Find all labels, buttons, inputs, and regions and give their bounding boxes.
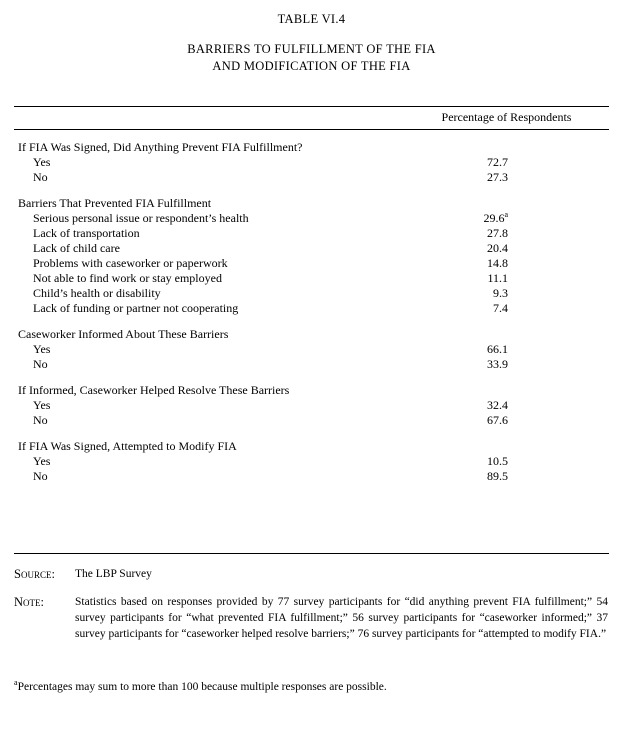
row-label: No (33, 413, 48, 427)
table-section (0, 140, 623, 185)
row-label: Yes (33, 454, 51, 468)
row-value (420, 226, 508, 241)
row-value-number: 67.6 (487, 413, 508, 427)
table-row (0, 342, 623, 357)
row-value-number: 14.8 (487, 256, 508, 270)
row-label: Problems with caseworker or paperwork (33, 256, 228, 270)
table-row (0, 286, 623, 301)
table-row (0, 357, 623, 372)
row-label: Yes (33, 398, 51, 412)
row-value (420, 469, 508, 484)
row-value (420, 211, 508, 226)
note-label: Note: (14, 595, 44, 609)
row-value (420, 155, 508, 170)
section-heading-row (0, 140, 623, 155)
table-row (0, 271, 623, 286)
row-value-number: 29.6 (483, 211, 505, 225)
row-label: Not able to find work or stay employed (33, 271, 222, 285)
row-value (420, 170, 508, 185)
rule-header (14, 129, 609, 130)
row-value-number: 9.3 (493, 286, 508, 300)
section-heading-row (0, 327, 623, 342)
row-value-number: 66.1 (487, 342, 508, 356)
table-row (0, 398, 623, 413)
section-heading: If FIA Was Signed, Attempted to Modify FIA (18, 439, 237, 453)
note-text: Statistics based on responses provided by 77 survey participants for “did anything prevent FIA fulfillment;” 54 survey participants for “what prevented FIA fulfillment;” 56 survey participants for “caseworker informed;” 37 survey participants for “caseworker helped resolve barriers;” 76 survey participants for “attempted to modify FIA.” (75, 596, 608, 640)
row-value-number: 32.4 (487, 398, 508, 412)
row-value-number: 7.4 (493, 301, 508, 315)
row-label: Yes (33, 155, 51, 169)
table-row (0, 241, 623, 256)
table-row (0, 170, 623, 185)
section-heading: If Informed, Caseworker Helped Resolve These Barriers (18, 383, 290, 397)
source-label: Source: (14, 567, 55, 581)
table-number: TABLE VI.4 (277, 12, 346, 26)
row-value (420, 454, 508, 469)
footnote-marker: a (14, 678, 18, 688)
table-row (0, 469, 623, 484)
row-label: Lack of funding or partner not cooperating (33, 301, 239, 315)
table-section (0, 327, 623, 372)
rule-top (14, 106, 609, 107)
row-value-number: 27.8 (487, 226, 508, 240)
table-row (0, 413, 623, 428)
row-value (420, 286, 508, 301)
row-label: Lack of child care (33, 241, 120, 255)
row-value-number: 33.9 (487, 357, 508, 371)
row-value (420, 342, 508, 357)
note-block (0, 594, 623, 642)
table-section (0, 383, 623, 428)
row-value (420, 398, 508, 413)
title-block (0, 11, 623, 75)
section-heading-row (0, 439, 623, 454)
row-label: Lack of transportation (33, 226, 140, 240)
row-value-footnote-marker: a (504, 210, 508, 219)
footnote-text: Percentages may sum to more than 100 because multiple responses are possible. (17, 681, 387, 693)
rule-bottom (14, 553, 609, 554)
table-row (0, 256, 623, 271)
row-value-number: 27.3 (487, 170, 508, 184)
title-line-1: BARRIERS TO FULFILLMENT OF THE FIA (187, 42, 436, 56)
source-text: The LBP Survey (75, 568, 152, 580)
row-value-number: 72.7 (487, 155, 508, 169)
row-label: No (33, 469, 48, 483)
row-value-number: 20.4 (487, 241, 508, 255)
table-row (0, 226, 623, 241)
column-header-percentage: Percentage of Respondents (441, 110, 572, 124)
table-row (0, 301, 623, 316)
page-title (0, 41, 623, 75)
title-line-2: AND MODIFICATION OF THE FIA (212, 59, 411, 73)
row-label: Serious personal issue or respondent’s health (33, 211, 249, 225)
row-value-number: 89.5 (487, 469, 508, 483)
row-value (420, 357, 508, 372)
row-label: No (33, 170, 48, 184)
row-value-number: 11.1 (487, 271, 508, 285)
section-heading-row (0, 196, 623, 211)
row-value (420, 413, 508, 428)
row-value (420, 301, 508, 316)
table-row (0, 155, 623, 170)
section-heading: Caseworker Informed About These Barriers (18, 327, 229, 341)
footnote-a (14, 680, 609, 695)
table-row (0, 454, 623, 469)
section-heading-row (0, 383, 623, 398)
row-value (420, 271, 508, 286)
table-body (0, 140, 623, 484)
section-heading: If FIA Was Signed, Did Anything Prevent FIA Fulfillment? (18, 140, 303, 154)
table-section (0, 439, 623, 484)
row-label: No (33, 357, 48, 371)
row-value-number: 10.5 (487, 454, 508, 468)
source-block (0, 566, 623, 582)
row-value (420, 241, 508, 256)
row-label: Yes (33, 342, 51, 356)
row-label: Child’s health or disability (33, 286, 161, 300)
section-heading: Barriers That Prevented FIA Fulfillment (18, 196, 212, 210)
notes-area (0, 566, 623, 654)
table-row (0, 211, 623, 226)
row-value (420, 256, 508, 271)
table-section (0, 196, 623, 316)
